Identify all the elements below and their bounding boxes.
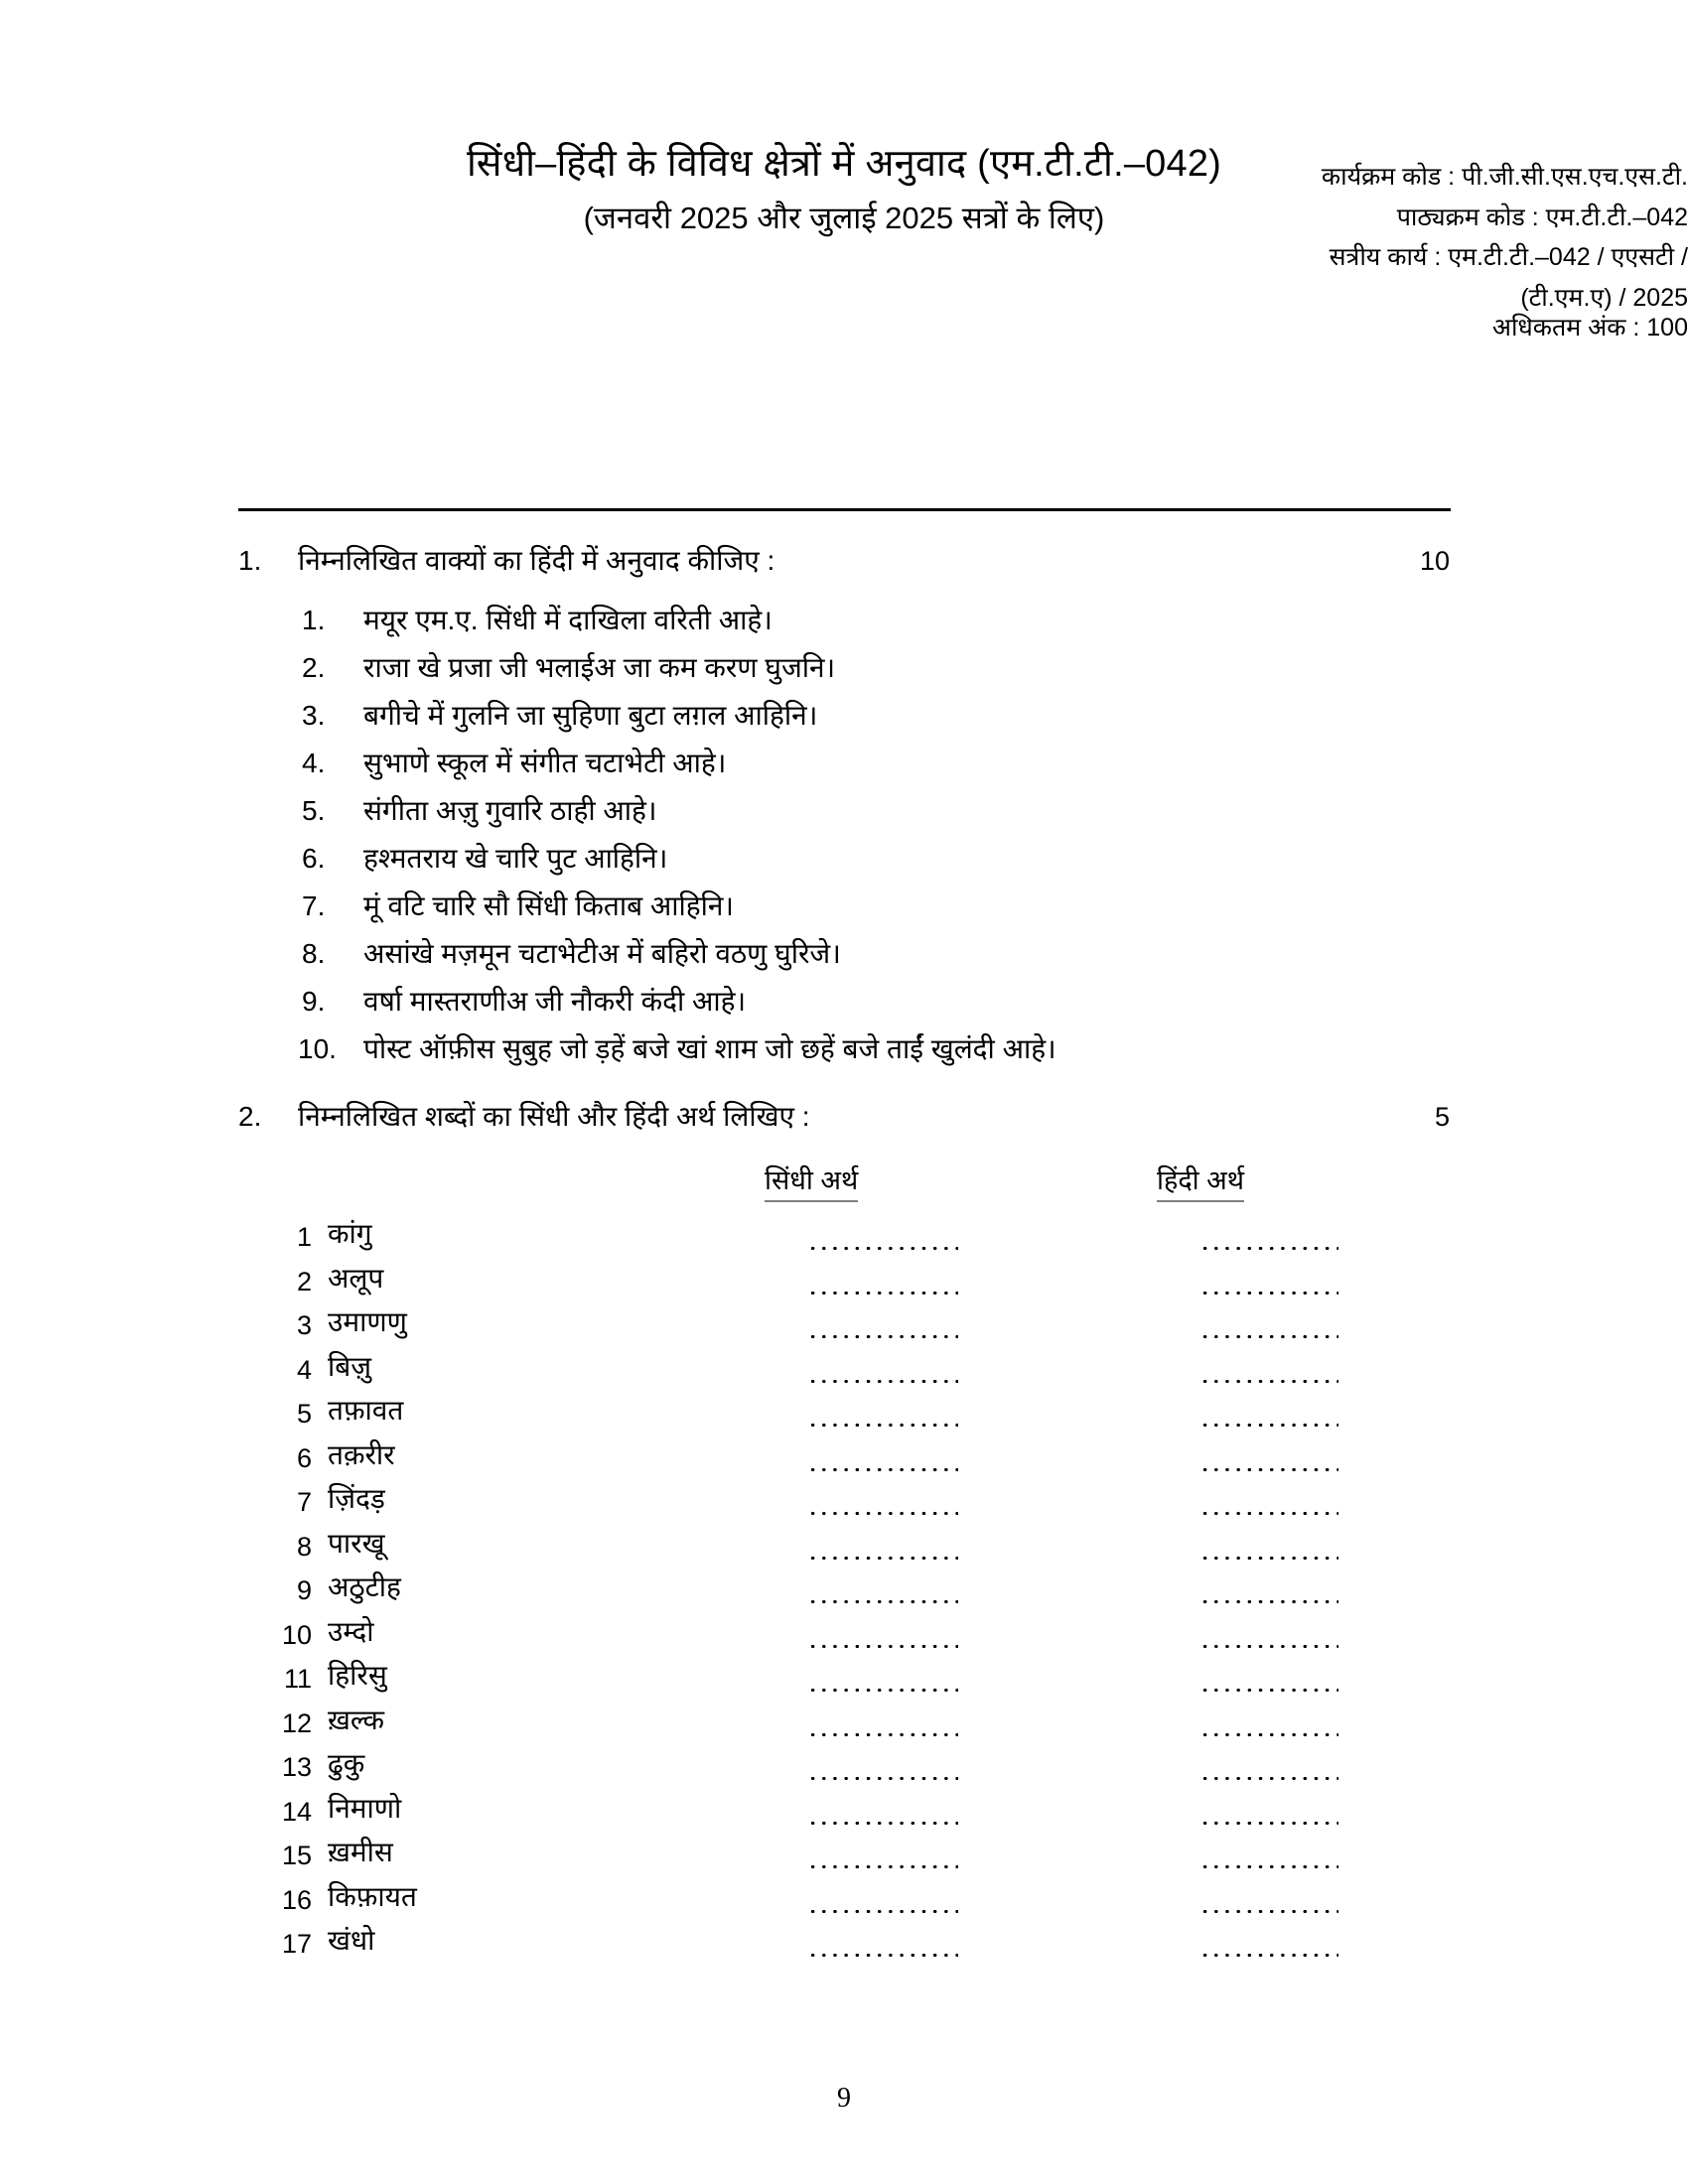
sentence-number: 9. — [302, 986, 326, 1017]
dotted-line — [1199, 1376, 1338, 1388]
sindhi-meaning-blank[interactable] — [807, 1850, 958, 1878]
programme-code: कार्यक्रम कोड : पी.जी.सी.एस.एच.एस.टी. — [1321, 163, 1688, 191]
sentence-number: 10. — [298, 1033, 337, 1064]
sentence-number: 7. — [302, 890, 326, 921]
dotted-line — [1199, 1685, 1338, 1697]
table-row — [278, 1662, 1451, 1706]
row-index: 7 — [296, 1487, 312, 1517]
sindhi-meaning-blank[interactable] — [807, 1939, 958, 1967]
list-item — [298, 746, 1451, 780]
column-header-hindi-meaning: हिंदी अर्थ — [1157, 1160, 1244, 1202]
dotted-line — [1199, 1508, 1338, 1520]
sentence-text: पोस्ट ऑफ़ीस सुबुह जो ड़हें बजे खां शाम जो छहें बजे ताईं खुलंदी आहे। — [363, 1033, 1056, 1064]
page-subtitle: (जनवरी 2025 और जुलाई 2025 सत्रों के लिए) — [583, 201, 1105, 236]
dotted-line — [1199, 1596, 1338, 1608]
word-term: पारखू — [328, 1527, 385, 1559]
sindhi-meaning-blank[interactable] — [807, 1674, 958, 1702]
sentence-text: हश्मतराय खे चारि पुट आहिनि। — [363, 843, 668, 874]
dotted-line — [1199, 1950, 1338, 1962]
hindi-meaning-blank[interactable] — [1199, 1365, 1338, 1393]
hindi-meaning-blank[interactable] — [1199, 1409, 1338, 1436]
dotted-line — [807, 1243, 958, 1255]
word-term: बिज़ु — [328, 1350, 372, 1382]
page-number: 9 — [837, 2083, 851, 2114]
table-row — [278, 1927, 1451, 1972]
row-index: 9 — [296, 1575, 312, 1605]
dotted-line — [807, 1553, 958, 1565]
sentence-text: संगीता अज़ु गुवारि ठाही आहे। — [363, 795, 657, 826]
sentence-text: वर्षा मास्तराणीअ जी नौकरी कंदी आहे। — [363, 986, 747, 1017]
question-1 — [238, 541, 1451, 1082]
hindi-meaning-blank[interactable] — [1199, 1232, 1338, 1260]
dotted-line — [807, 1950, 958, 1962]
table-row — [278, 1750, 1451, 1795]
dotted-line — [1199, 1553, 1338, 1565]
word-table-header-row — [238, 1160, 1451, 1202]
sindhi-meaning-blank[interactable] — [807, 1542, 958, 1570]
table-row — [278, 1706, 1451, 1751]
list-item — [298, 1031, 1451, 1066]
row-index: 13 — [281, 1752, 312, 1782]
word-term: ख़मीस — [328, 1837, 393, 1867]
hindi-meaning-blank[interactable] — [1199, 1320, 1338, 1348]
word-term: अठुटीह — [328, 1571, 401, 1602]
sentence-number: 6. — [302, 843, 326, 874]
table-row — [278, 1485, 1451, 1530]
table-row — [278, 1262, 1451, 1309]
word-term: तक़रीर — [328, 1438, 395, 1470]
word-term: ढुकु — [328, 1748, 365, 1779]
row-index: 4 — [296, 1354, 312, 1385]
word-term: उम्दो — [328, 1615, 374, 1647]
dotted-line — [1199, 1464, 1338, 1476]
hindi-meaning-blank[interactable] — [1199, 1453, 1338, 1481]
question-2 — [238, 1097, 1451, 1972]
hindi-meaning-blank[interactable] — [1199, 1630, 1338, 1658]
sentence-number: 2. — [302, 652, 326, 683]
word-term: ज़िंदड़ — [328, 1483, 385, 1514]
dotted-line — [807, 1288, 958, 1299]
question-2-number: 2. — [238, 1101, 262, 1132]
sentence-text: मूं वटि चारि सौ सिंधी किताब आहिनि। — [363, 890, 735, 921]
dotted-line — [807, 1376, 958, 1388]
document-header — [238, 139, 1450, 238]
dotted-line — [807, 1464, 958, 1476]
table-row — [278, 1880, 1451, 1928]
row-index: 5 — [296, 1399, 312, 1429]
assignment-code-line-1: सत्रीय कार्य : एम.टी.टी.–042 / एएसटी / — [1329, 243, 1688, 271]
dotted-line — [807, 1508, 958, 1520]
dotted-line — [807, 1685, 958, 1697]
word-term: अलूप — [328, 1262, 384, 1294]
dotted-line — [807, 1729, 958, 1741]
row-index: 17 — [281, 1929, 312, 1959]
sentence-text: मयूर एम.ए. सिंधी में दाखिला वरिती आहे। — [363, 605, 773, 635]
list-item — [298, 936, 1451, 971]
word-table-body — [278, 1220, 1451, 1972]
list-item — [298, 650, 1451, 685]
dotted-line — [807, 1906, 958, 1918]
sentence-text: राजा खे प्रजा जी भलाईअ जा कम करण घुजनि। — [363, 652, 836, 683]
list-item — [298, 984, 1451, 1019]
dotted-line — [1199, 1641, 1338, 1653]
dotted-line — [1199, 1243, 1338, 1255]
word-term: उमाणणु — [328, 1306, 407, 1337]
sindhi-meaning-blank[interactable] — [807, 1409, 958, 1436]
column-header-sindhi-meaning: सिंधी अर्थ — [765, 1160, 858, 1202]
dotted-line — [807, 1331, 958, 1343]
table-row — [278, 1839, 1451, 1883]
question-1-text: निम्नलिखित वाक्यों का हिंदी में अनुवाद कीजिए : — [298, 545, 775, 576]
dotted-line — [1199, 1906, 1338, 1918]
list-item — [298, 888, 1451, 923]
table-row — [278, 1792, 1451, 1840]
word-term: निमाणो — [328, 1792, 402, 1824]
sindhi-meaning-blank[interactable] — [807, 1232, 958, 1260]
dotted-line — [807, 1641, 958, 1653]
question-1-sentence-list — [298, 603, 1451, 1066]
dotted-line — [1199, 1331, 1338, 1343]
dotted-line — [1199, 1773, 1338, 1785]
word-term: किफ़ायत — [328, 1880, 417, 1912]
hindi-meaning-blank[interactable] — [1199, 1542, 1338, 1570]
page-title: सिंधी–हिंदी के विविध क्षेत्रों में अनुवाद (एम.टी.टी.–042) — [466, 143, 1222, 185]
sentence-number: 8. — [302, 938, 326, 969]
sentence-number: 5. — [302, 795, 326, 826]
course-meta-block — [1322, 157, 1688, 318]
course-code: पाठ्यक्रम कोड : एम.टी.टी.–042 — [1396, 203, 1688, 231]
sindhi-meaning-blank[interactable] — [807, 1453, 958, 1481]
row-index: 3 — [296, 1310, 312, 1340]
dotted-line — [1199, 1420, 1338, 1432]
word-term: खंधो — [328, 1925, 375, 1956]
sindhi-meaning-blank[interactable] — [807, 1895, 958, 1923]
sindhi-meaning-blank[interactable] — [807, 1497, 958, 1525]
word-term: ख़ल्क — [328, 1704, 385, 1735]
question-1-marks: 10 — [1419, 546, 1450, 576]
row-index: 1 — [296, 1222, 312, 1252]
question-2-text: निम्नलिखित शब्दों का सिंधी और हिंदी अर्थ लिखिए : — [298, 1101, 810, 1132]
sindhi-meaning-blank[interactable] — [807, 1365, 958, 1393]
table-row — [278, 1350, 1451, 1398]
sindhi-meaning-blank[interactable] — [807, 1630, 958, 1658]
hindi-meaning-blank[interactable] — [1199, 1939, 1338, 1967]
sindhi-meaning-blank[interactable] — [807, 1277, 958, 1304]
hindi-meaning-blank[interactable] — [1199, 1585, 1338, 1613]
dotted-line — [1199, 1288, 1338, 1299]
question-2-heading — [238, 1097, 1450, 1135]
dotted-line — [807, 1818, 958, 1830]
sentence-text: बगीचे में गुलनि जा सुहिणा बुटा लग़ल आहिनि। — [363, 700, 818, 731]
list-item — [298, 793, 1451, 828]
hindi-meaning-blank[interactable] — [1199, 1807, 1338, 1835]
dotted-line — [1199, 1861, 1338, 1873]
sindhi-meaning-blank[interactable] — [807, 1320, 958, 1348]
assignment-code-line-2: (टी.एम.ए) / 2025 — [1520, 283, 1688, 312]
sindhi-meaning-blank[interactable] — [807, 1762, 958, 1790]
sindhi-meaning-blank[interactable] — [807, 1807, 958, 1835]
list-item — [298, 841, 1451, 876]
sentence-text: सुभाणे स्कूल में संगीत चटाभेटी आहे। — [363, 748, 727, 778]
sentence-text: असांखे मज़मून चटाभेटीअ में बहिरो वठणु घुरिजे। — [363, 938, 841, 969]
dotted-line — [807, 1596, 958, 1608]
dotted-line — [807, 1861, 958, 1873]
row-index: 11 — [283, 1664, 312, 1694]
sindhi-meaning-blank[interactable] — [807, 1585, 958, 1613]
word-term: कांगु — [328, 1218, 372, 1249]
row-index: 10 — [281, 1619, 312, 1650]
row-index: 12 — [281, 1707, 312, 1738]
dotted-line — [1199, 1729, 1338, 1741]
table-row — [278, 1308, 1451, 1353]
table-row — [278, 1573, 1451, 1618]
sentence-number: 3. — [302, 700, 326, 731]
row-index: 15 — [281, 1841, 312, 1870]
row-index: 8 — [296, 1531, 312, 1562]
hindi-meaning-blank[interactable] — [1199, 1718, 1338, 1746]
sentence-number: 4. — [302, 748, 326, 778]
hindi-meaning-blank[interactable] — [1199, 1277, 1338, 1304]
table-row — [278, 1220, 1451, 1265]
hindi-meaning-blank[interactable] — [1199, 1850, 1338, 1878]
maximum-marks: अधिकतम अंक : 100 — [1491, 314, 1688, 341]
question-1-number: 1. — [238, 545, 262, 576]
word-term: तफ़ावत — [328, 1395, 404, 1426]
hindi-meaning-blank[interactable] — [1199, 1674, 1338, 1702]
word-term: हिरिसु — [328, 1660, 387, 1691]
table-row — [278, 1397, 1451, 1441]
sindhi-meaning-blank[interactable] — [807, 1718, 958, 1746]
question-1-heading — [238, 541, 1450, 579]
table-row — [278, 1615, 1451, 1663]
hindi-meaning-blank[interactable] — [1199, 1895, 1338, 1923]
sentence-number: 1. — [302, 605, 326, 635]
list-item — [298, 698, 1451, 733]
row-index: 6 — [296, 1442, 312, 1473]
list-item — [298, 603, 1451, 637]
row-index: 16 — [281, 1884, 312, 1915]
question-2-marks: 5 — [1434, 1102, 1450, 1132]
dotted-line — [807, 1773, 958, 1785]
table-row — [278, 1527, 1451, 1574]
row-index: 14 — [281, 1796, 312, 1827]
table-row — [278, 1438, 1451, 1486]
dotted-line — [807, 1420, 958, 1432]
dotted-line — [1199, 1818, 1338, 1830]
hindi-meaning-blank[interactable] — [1199, 1497, 1338, 1525]
row-index: 2 — [296, 1266, 312, 1297]
header-divider — [238, 508, 1451, 511]
hindi-meaning-blank[interactable] — [1199, 1762, 1338, 1790]
